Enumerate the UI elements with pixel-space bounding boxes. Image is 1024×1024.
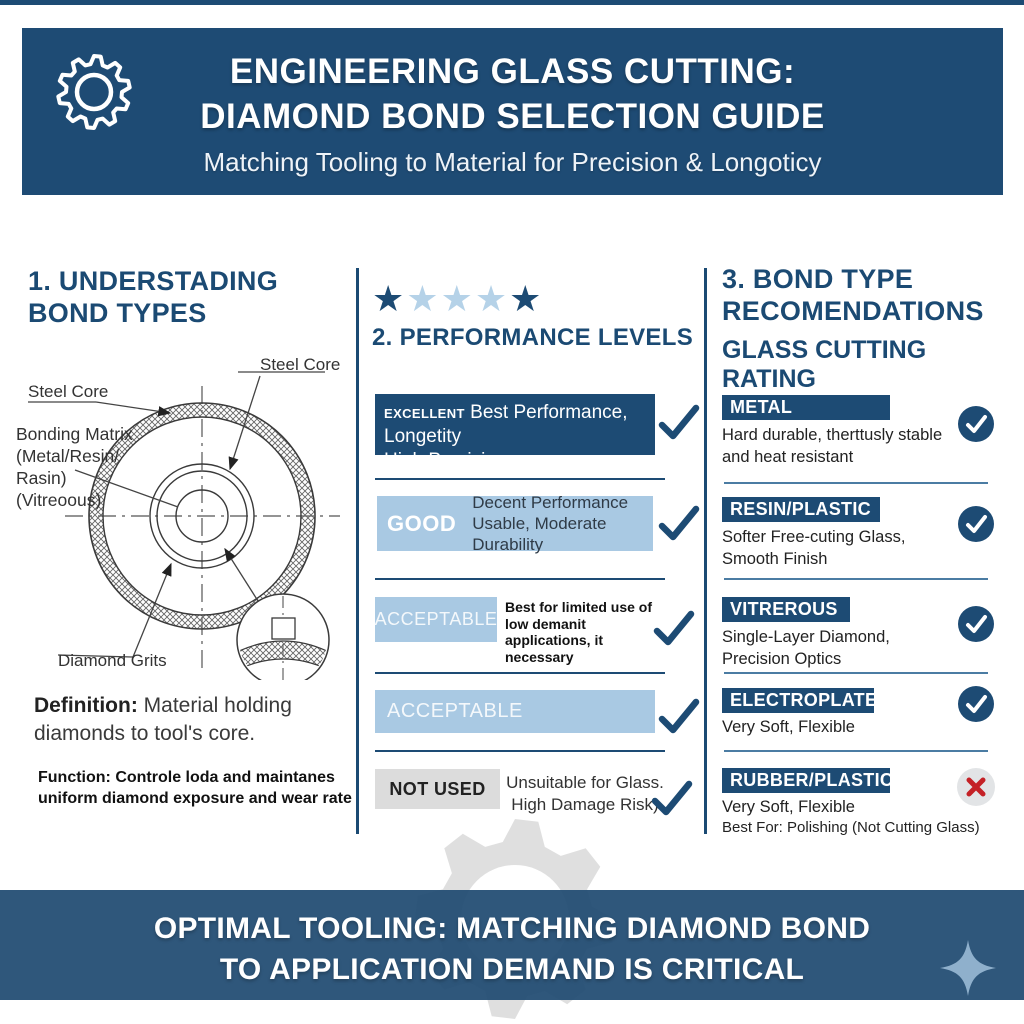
level-desc: Best for limited use of low demanit applications, it necessary bbox=[505, 599, 653, 665]
section1-title bbox=[28, 266, 278, 330]
star-icon: ★ bbox=[509, 278, 544, 319]
check-icon bbox=[657, 698, 701, 736]
cross-circle-icon bbox=[957, 768, 995, 806]
star-icon: ★ bbox=[474, 278, 510, 319]
definition-rest: Material holding bbox=[137, 694, 292, 717]
separator bbox=[724, 482, 988, 484]
label-steel-core-left: Steel Core bbox=[28, 382, 109, 401]
performance-level-acceptable-1 bbox=[375, 597, 497, 642]
separator bbox=[375, 672, 665, 674]
footer-text bbox=[0, 909, 1024, 990]
footer-line2: TO APPLICATION DEMAND IS CRITICAL bbox=[219, 952, 805, 986]
bond-type-desc bbox=[722, 716, 855, 738]
check-circle-icon bbox=[958, 606, 994, 642]
section2-title: 2. PERFORMANCE LEVELS bbox=[372, 324, 694, 351]
level-label: NOT USED bbox=[389, 778, 486, 799]
column-divider-right bbox=[704, 268, 707, 834]
bond-type-vitrerous bbox=[722, 597, 850, 622]
footer-banner bbox=[0, 890, 1024, 1000]
bonding-matrix-line: (Metal/Resin/ bbox=[16, 445, 120, 466]
level-label: GOOD bbox=[387, 510, 457, 536]
star-icon: ★ bbox=[406, 278, 441, 319]
separator bbox=[724, 578, 988, 580]
separator bbox=[375, 578, 665, 580]
check-icon bbox=[657, 404, 701, 442]
bond-type-electroplated bbox=[722, 688, 891, 713]
check-circle-icon bbox=[958, 406, 994, 442]
footer-line1: OPTIMAL TOOLING: MATCHING DIAMOND BOND bbox=[153, 912, 871, 945]
bond-type-rubber-plastic bbox=[722, 768, 894, 793]
definition-line1 bbox=[34, 692, 304, 720]
level-label: ACCEPTABLE bbox=[387, 700, 523, 722]
bond-type-metal bbox=[722, 395, 890, 420]
performance-level-good bbox=[377, 492, 653, 555]
header-titles bbox=[22, 50, 1003, 178]
level-desc-line: High Damage Risk) bbox=[511, 795, 659, 815]
level-desc-line: Unsuitable for Glass. bbox=[506, 773, 664, 792]
bond-type-desc-line: Very Soft, Flexible bbox=[722, 798, 855, 816]
section3-title bbox=[722, 264, 984, 328]
bond-type-desc bbox=[722, 424, 942, 469]
page-title-line1: ENGINEERING GLASS CUTTING: bbox=[229, 52, 796, 91]
definition-line2: diamonds to tool's core. bbox=[34, 722, 256, 746]
label-diamond-grits: Diamond Grits bbox=[58, 651, 167, 670]
section3-subtitle: GLASS CUTTING RATING bbox=[722, 336, 927, 393]
label-steel-core-right: Steel Core bbox=[260, 355, 341, 374]
bonding-matrix-line: Bonding Matrix bbox=[16, 424, 133, 444]
bonding-matrix-line: (Vitreoous) bbox=[16, 489, 102, 510]
bond-type-desc bbox=[722, 526, 905, 571]
bond-type-desc-line: Very Soft, Flexible bbox=[722, 718, 855, 736]
sparkle-icon bbox=[938, 938, 998, 998]
check-circle-icon bbox=[958, 506, 994, 542]
separator bbox=[724, 672, 988, 674]
function-line1: Function: Controle loda and maintanes bbox=[38, 769, 335, 786]
level-desc: High Precision bbox=[384, 449, 507, 471]
bond-type-desc-line: and heat resistant bbox=[722, 448, 854, 467]
star-icon: ★ bbox=[440, 278, 475, 319]
header-banner bbox=[22, 28, 1003, 195]
bond-type-desc-line: Hard durable, therttusly stable bbox=[722, 426, 943, 444]
function-line2: uniform diamond exposure and wear rate bbox=[38, 789, 352, 807]
performance-level-not-used bbox=[375, 769, 500, 809]
bond-type-desc-line: Softer Free-cuting Glass, bbox=[722, 528, 906, 546]
definition-text bbox=[34, 692, 304, 749]
section1-title-line1: 1. UNDERSTADING bbox=[28, 266, 279, 296]
check-icon bbox=[652, 610, 696, 648]
bond-type-desc bbox=[722, 626, 890, 671]
level-label: EXCELLENT bbox=[384, 406, 465, 421]
check-circle-icon bbox=[958, 686, 994, 722]
level-desc bbox=[472, 492, 643, 556]
bond-type-label: METAL bbox=[730, 397, 793, 417]
bond-type-desc-line: Precision Optics bbox=[722, 650, 842, 669]
level-label: ACCEPTABLE bbox=[374, 609, 498, 629]
section3-title-line1: 3. BOND TYPE bbox=[722, 264, 914, 294]
bond-type-desc-line: Best For: Polishing (Not Cutting Glass) bbox=[722, 819, 980, 837]
star-icon: ★ bbox=[372, 278, 407, 319]
bond-type-label: ELECTROPLATED bbox=[730, 690, 891, 710]
page-subtitle: Matching Tooling to Material for Precision & Longoticy bbox=[203, 146, 822, 177]
separator bbox=[375, 478, 665, 480]
performance-level-acceptable-2 bbox=[375, 690, 655, 733]
section1-title-line2: BOND TYPES bbox=[28, 297, 207, 328]
bond-type-resin-plastic bbox=[722, 497, 880, 522]
bond-type-label: RUBBER/PLASTIC bbox=[730, 770, 894, 790]
function-text bbox=[38, 768, 368, 810]
performance-stars bbox=[372, 278, 544, 319]
bond-type-label: VITREROUS bbox=[730, 599, 838, 619]
bond-type-desc-line: Single-Layer Diamond, bbox=[722, 628, 890, 646]
performance-level-excellent bbox=[375, 394, 655, 471]
page-title-line2: DIAMOND BOND SELECTION GUIDE bbox=[200, 96, 825, 136]
check-icon bbox=[657, 505, 701, 543]
level-desc-line: Decent Performance bbox=[472, 492, 629, 512]
label-bonding-matrix bbox=[16, 424, 133, 512]
top-border bbox=[0, 0, 1024, 5]
bonding-matrix-line: Rasin) bbox=[16, 467, 67, 488]
level-desc: Best Performance, Longetity bbox=[384, 402, 628, 447]
definition-label: Definition: bbox=[34, 694, 138, 717]
level-desc bbox=[500, 772, 670, 816]
column-divider-left bbox=[356, 268, 359, 834]
section3-title-line2: RECOMENDATIONS bbox=[722, 295, 984, 326]
bond-type-desc-line: Smooth Finish bbox=[722, 550, 828, 569]
bond-type-label: RESIN/PLASTIC bbox=[730, 499, 871, 519]
bond-type-desc bbox=[722, 796, 980, 839]
level-desc-line: Usable, Moderate Durability bbox=[472, 513, 607, 555]
separator bbox=[375, 750, 665, 752]
check-icon bbox=[650, 780, 694, 818]
separator bbox=[724, 750, 988, 752]
